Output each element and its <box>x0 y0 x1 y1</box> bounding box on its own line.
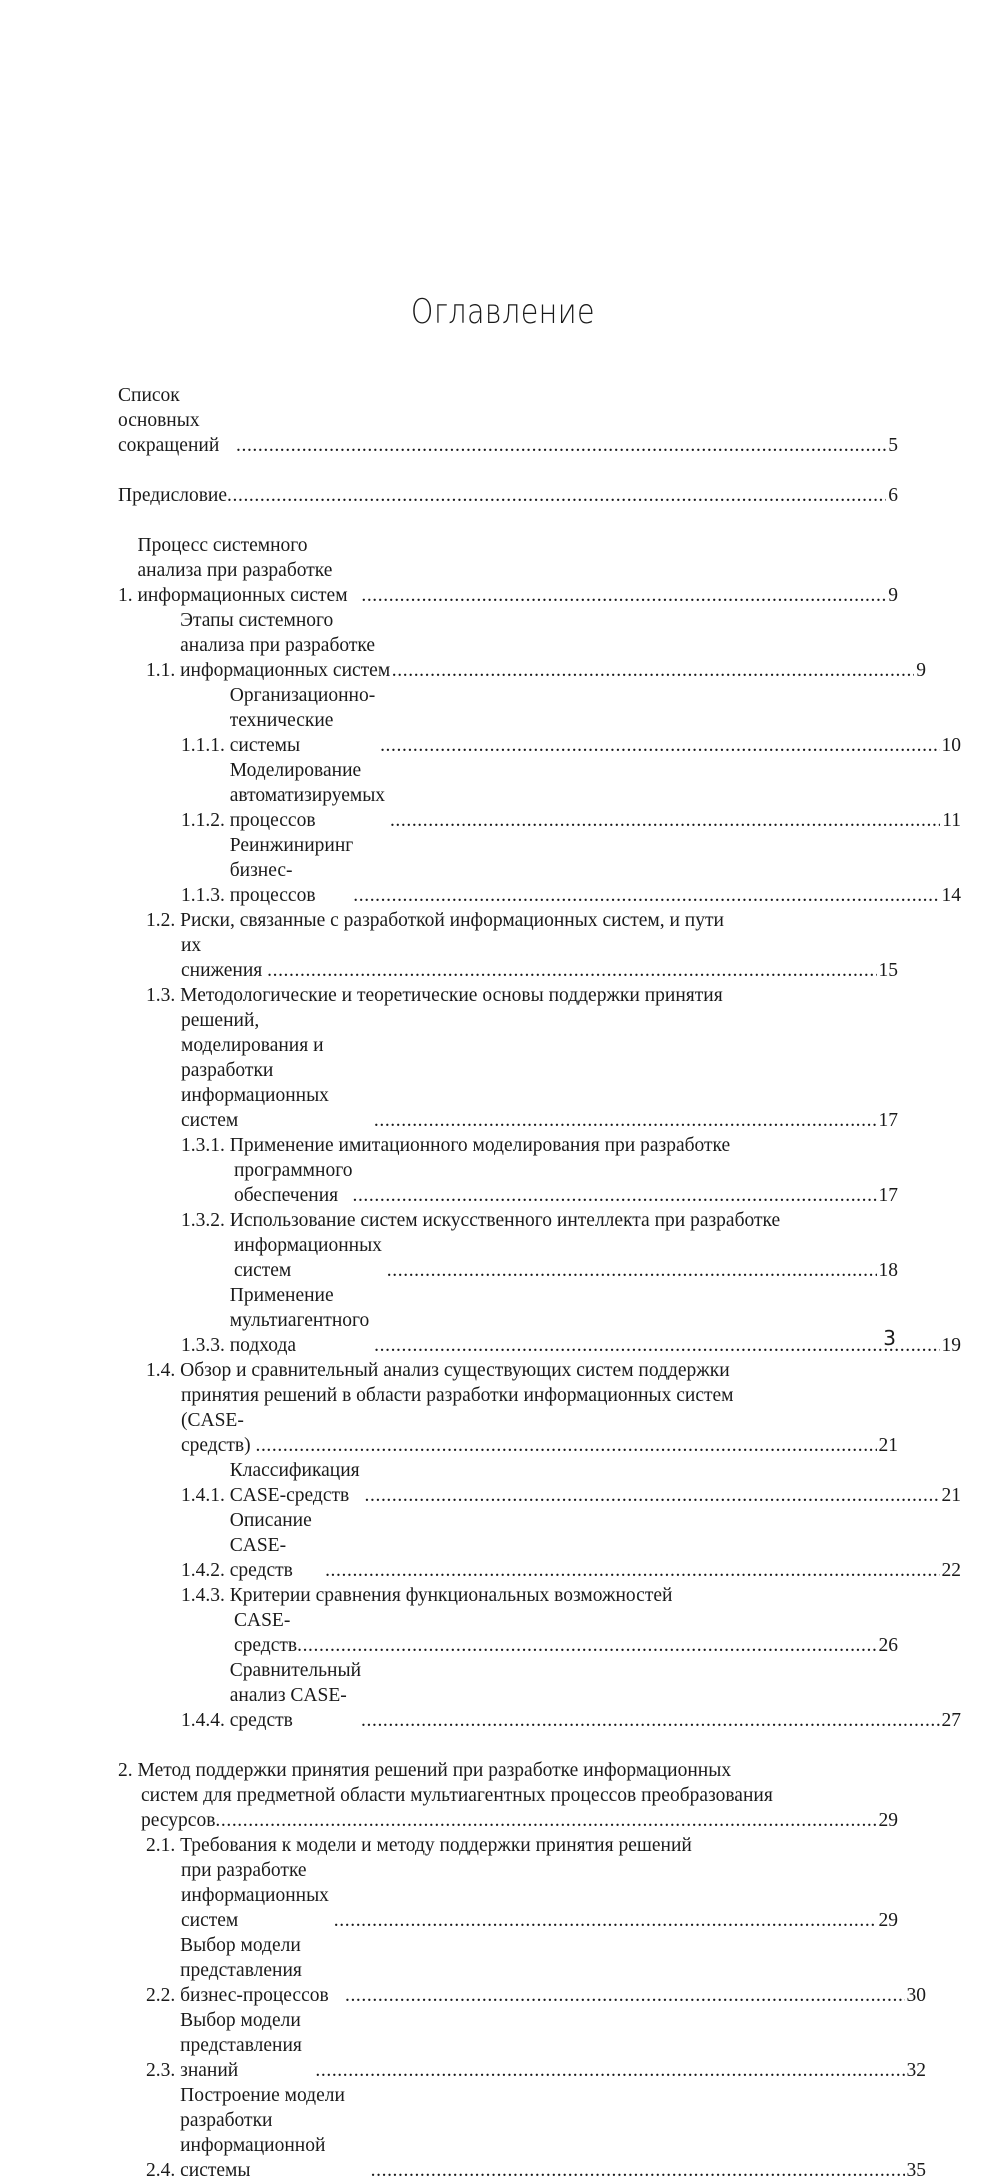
toc-leader-dots <box>215 1808 876 1833</box>
toc-entry-page: 6 <box>888 485 898 506</box>
toc-entry-number: 2.2. <box>146 1985 176 2006</box>
toc-entry-page: 35 <box>906 2160 926 2181</box>
toc-leader-dots <box>297 1633 876 1658</box>
toc-entry-number: 2.3. <box>146 2060 176 2081</box>
toc-leader-dots <box>315 2058 904 2083</box>
toc-entry-text-line1: Применение имитационного моделирования при разработке <box>229 1135 731 1156</box>
toc-entry-page: 29 <box>878 1910 898 1931</box>
toc-entry-page: 10 <box>941 735 961 756</box>
toc-leader-dots <box>236 433 886 458</box>
toc-entry-1-4[interactable] <box>118 1358 898 1458</box>
toc-leader-dots <box>380 733 939 758</box>
toc-entry-number: 1.4.3. <box>181 1585 225 1606</box>
toc-entry-page: 26 <box>878 1635 898 1656</box>
toc-entry-text: Моделирование автоматизируемых процессов <box>229 760 386 831</box>
toc-entry-text-line2: информационных систем <box>234 1235 382 1281</box>
toc-leader-dots <box>371 2158 905 2183</box>
toc-entry-page: 14 <box>941 885 961 906</box>
toc-entry-text-line3: ресурсов <box>141 1810 216 1831</box>
toc-leader-dots <box>361 583 886 608</box>
toc-entry-1-4-1[interactable] <box>118 1458 961 1508</box>
toc-entry-text-line1: Методологические и теоретические основы поддержки принятия <box>180 985 723 1006</box>
toc-entry-number: 1.4.1. <box>181 1485 225 1506</box>
toc-entry-page: 9 <box>888 585 898 606</box>
toc-entry-2-1[interactable] <box>118 1833 898 1933</box>
toc-leader-dots <box>227 483 886 508</box>
toc-entry-number: 1.1. <box>146 660 176 681</box>
toc-entry-1-1-3[interactable] <box>118 833 961 908</box>
toc-entry-1-3-3[interactable] <box>118 1283 961 1358</box>
page-number: 3 <box>883 1326 896 1350</box>
toc-entry-page: 21 <box>878 1435 898 1456</box>
toc-entry-page: 29 <box>878 1810 898 1831</box>
toc-entry-number: 1.3.2. <box>181 1210 225 1231</box>
toc-entry-text: Предисловие <box>118 485 228 506</box>
toc-entry-text-line3: (CASE-средств) <box>181 1410 251 1456</box>
toc-leader-dots <box>390 808 940 833</box>
toc-entry-number: 1.3.3. <box>181 1335 225 1356</box>
toc-entry-preface[interactable] <box>118 483 898 508</box>
toc-entry-text-line2: при разработке информационных систем <box>181 1860 329 1931</box>
toc-entry-text-line1: Требования к модели и методу поддержки принятия решений <box>180 1835 692 1856</box>
page-title: Оглавление <box>410 292 596 332</box>
toc-entry-text: Организационно-технические системы <box>229 685 376 756</box>
toc-entry-1-2[interactable] <box>118 908 898 983</box>
toc-entry-text: Классификация CASE-средств <box>229 1460 360 1506</box>
toc-entry-text: Список основных сокращений <box>118 385 220 456</box>
toc-entry-text: Применение мультиагентного подхода <box>229 1285 370 1356</box>
toc-entry-number: 2.4. <box>146 2160 176 2181</box>
table-of-contents <box>118 383 961 2183</box>
toc-entry-2-4[interactable] <box>118 2083 926 2183</box>
toc-entry-1-4-2[interactable] <box>118 1508 961 1583</box>
toc-entry-number: 2.1. <box>146 1835 176 1856</box>
toc-entry-number: 1. <box>118 585 133 606</box>
toc-entry-page: 15 <box>878 960 898 981</box>
toc-entry-abbreviations[interactable] <box>118 383 898 458</box>
toc-entry-1-3[interactable] <box>118 983 898 1133</box>
toc-entry-text-line2: принятия решений в области разработки информационных систем <box>181 1385 734 1406</box>
toc-entry-text-line2: программного обеспечения <box>234 1160 353 1206</box>
toc-entry-2-3[interactable] <box>118 2008 926 2083</box>
toc-entry-text-line1: Использование систем искусственного интеллекта при разработке <box>229 1210 781 1231</box>
toc-entry-text-line2: решений, моделирования и разработки информационных систем <box>181 1010 329 1131</box>
toc-entry-1-1[interactable] <box>118 608 926 683</box>
toc-entry-number: 1.4.2. <box>181 1560 225 1581</box>
toc-entry-number: 1.4. <box>146 1360 176 1381</box>
toc-leader-dots <box>353 883 939 908</box>
toc-leader-dots <box>392 658 914 683</box>
toc-leader-dots <box>267 958 876 983</box>
toc-entry-number: 1.1.3. <box>181 885 225 906</box>
toc-leader-dots <box>345 1983 905 2008</box>
toc-entry-page: 18 <box>878 1260 898 1281</box>
toc-entry-1-1-2[interactable] <box>118 758 961 833</box>
toc-entry-text-line2: систем для предметной области мультиагентных процессов преобразования <box>141 1785 773 1806</box>
toc-entry-1-3-2[interactable] <box>118 1208 898 1283</box>
toc-entry-text-line1: Метод поддержки принятия решений при разработке информационных <box>137 1760 732 1781</box>
toc-entry-number: 1.3.1. <box>181 1135 225 1156</box>
toc-entry-text: Выбор модели представления знаний <box>180 2010 302 2081</box>
toc-entry-number: 1.4.4. <box>181 1710 225 1731</box>
toc-entry-page: 19 <box>941 1335 961 1356</box>
toc-entry-page: 27 <box>941 1710 961 1731</box>
toc-entry-text-line2: CASE-средств <box>234 1610 298 1656</box>
toc-entry-number: 1.3. <box>146 985 176 1006</box>
toc-leader-dots <box>334 1908 877 1933</box>
toc-leader-dots <box>361 1708 939 1733</box>
toc-entry-2-2[interactable] <box>118 1933 926 2008</box>
toc-entry-text: Описание CASE-средств <box>229 1510 312 1581</box>
toc-leader-dots <box>365 1483 940 1508</box>
toc-leader-dots <box>387 1258 877 1283</box>
toc-leader-dots <box>352 1183 876 1208</box>
toc-entry-number: 1.1.1. <box>181 735 225 756</box>
toc-entry-text: Сравнительный анализ CASE-средств <box>229 1660 362 1731</box>
toc-entry-page: 17 <box>878 1110 898 1131</box>
toc-entry-page: 9 <box>916 660 926 681</box>
toc-entry-chapter-1[interactable] <box>118 533 898 608</box>
toc-leader-dots <box>374 1108 877 1133</box>
toc-entry-1-4-3[interactable] <box>118 1583 898 1658</box>
toc-entry-chapter-2[interactable] <box>118 1758 898 1833</box>
toc-entry-text: Процесс системного анализа при разработке информационных систем <box>137 535 348 606</box>
toc-leader-dots <box>255 1433 876 1458</box>
toc-entry-text: Реинжиниринг бизнес-процессов <box>229 835 354 906</box>
toc-leader-dots <box>374 1333 939 1358</box>
toc-entry-text-line1: Критерии сравнения функциональных возможностей <box>229 1585 673 1606</box>
toc-entry-number: 2. <box>118 1760 133 1781</box>
toc-entry-page: 17 <box>878 1185 898 1206</box>
toc-entry-number: 1.2. <box>146 910 176 931</box>
toc-entry-text-line1: Обзор и сравнительный анализ существующих систем поддержки <box>180 1360 730 1381</box>
toc-entry-text-line2: их снижения <box>181 935 263 981</box>
toc-entry-1-1-1[interactable] <box>118 683 961 758</box>
toc-entry-page: 32 <box>906 2060 926 2081</box>
toc-entry-1-4-4[interactable] <box>118 1658 961 1733</box>
toc-entry-text: Выбор модели представления бизнес-процессов <box>180 1935 329 2006</box>
toc-entry-page: 21 <box>941 1485 961 1506</box>
toc-leader-dots <box>325 1558 939 1583</box>
toc-entry-text: Этапы системного анализа при разработке информационных систем <box>180 610 391 681</box>
toc-entry-page: 30 <box>906 1985 926 2006</box>
toc-entry-text-line1: Риски, связанные с разработкой информационных систем, и пути <box>180 910 724 931</box>
toc-entry-number: 1.1.2. <box>181 810 225 831</box>
toc-entry-1-3-1[interactable] <box>118 1133 898 1208</box>
toc-entry-page: 5 <box>888 435 898 456</box>
toc-entry-text: Построение модели разработки информационной системы <box>180 2085 345 2181</box>
toc-entry-page: 22 <box>941 1560 961 1581</box>
toc-entry-page: 11 <box>942 810 961 831</box>
